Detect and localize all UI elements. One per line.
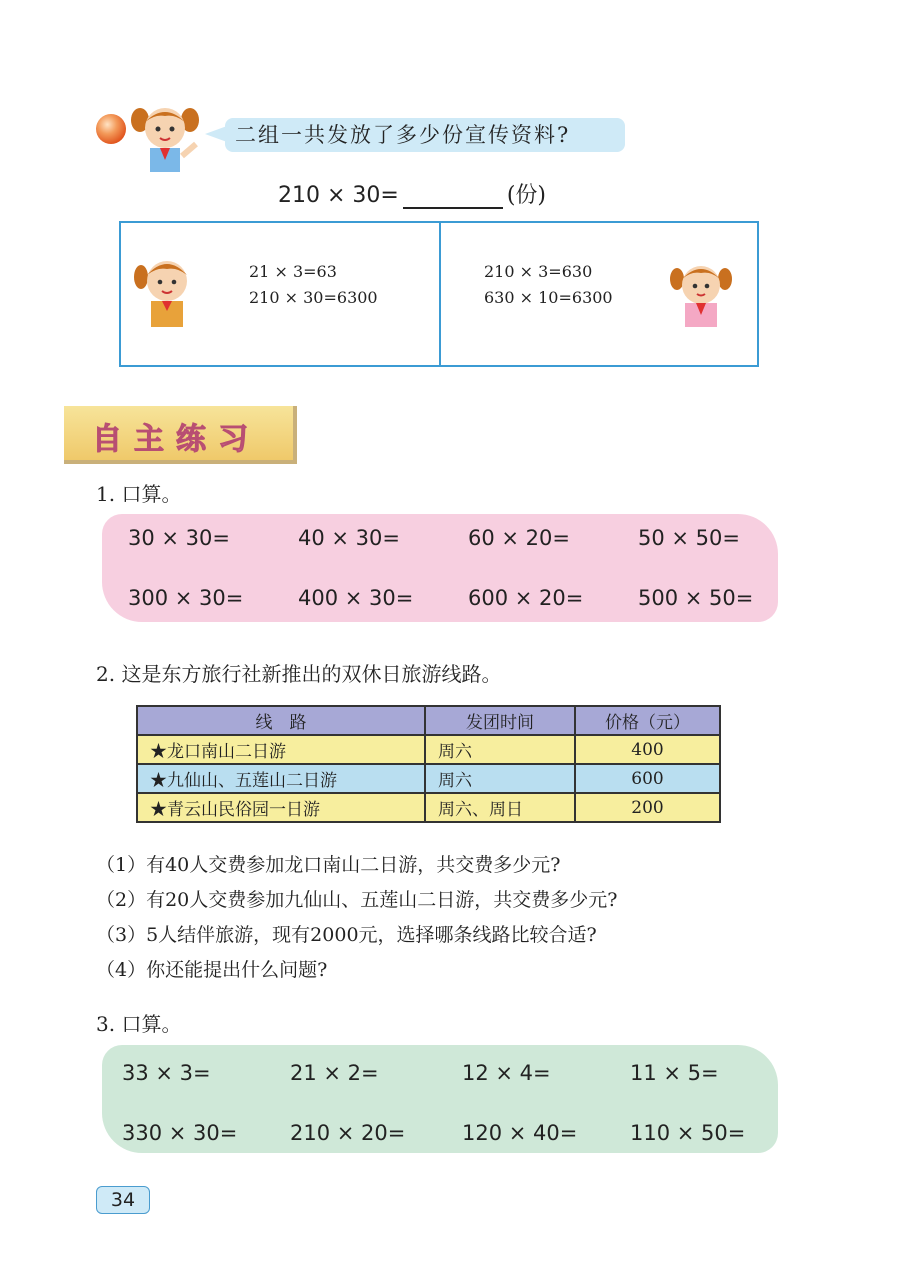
page-number: 34	[96, 1186, 150, 1214]
method-left	[249, 259, 378, 311]
speech-bubble-tail	[205, 126, 227, 142]
route-price: 600	[575, 764, 720, 793]
q1-item: 30 × 30=	[128, 526, 230, 550]
q1-item: 40 × 30=	[298, 526, 400, 550]
q1-exercise-box	[102, 514, 778, 622]
route-time: 周六	[425, 735, 575, 764]
q3-item: 330 × 30=	[122, 1121, 238, 1145]
subquestion-2: （2）有20人交费参加九仙山、五莲山二日游，共交费多少元?	[96, 889, 618, 911]
q3-item: 120 × 40=	[462, 1121, 578, 1145]
route-price: 200	[575, 793, 720, 822]
route-time: 周六	[425, 764, 575, 793]
method-right	[484, 259, 613, 311]
q3-item: 33 × 3=	[122, 1061, 211, 1085]
methods-divider	[439, 223, 441, 365]
equation-unit: (份)	[506, 183, 547, 208]
method-right-line-2: 630 × 10=6300	[484, 288, 613, 307]
table-row	[137, 793, 720, 822]
q3-title: 3. 口算。	[96, 1012, 182, 1036]
q1-item: 50 × 50=	[638, 526, 740, 550]
subquestion-1: （1）有40人交费参加龙口南山二日游，共交费多少元?	[96, 854, 561, 876]
methods-box	[119, 221, 759, 367]
subquestion-4: （4）你还能提出什么问题?	[96, 959, 328, 981]
q2-title: 2. 这是东方旅行社新推出的双休日旅游线路。	[96, 662, 502, 686]
method-left-line-2: 210 × 30=6300	[249, 288, 378, 307]
subquestion-3: （3）5人结伴旅游，现有2000元，选择哪条线路比较合适?	[96, 924, 597, 946]
answer-blank[interactable]	[403, 187, 503, 209]
q1-item: 60 × 20=	[468, 526, 570, 550]
speech-bubble: 二组一共发放了多少份宣传资料?	[225, 118, 625, 152]
q1-item: 600 × 20=	[468, 586, 584, 610]
equation-text: 210 × 30=	[278, 183, 399, 208]
section-title: 自主练习	[92, 422, 260, 457]
q3-item: 210 × 20=	[290, 1121, 406, 1145]
route-name: ★龙口南山二日游	[137, 735, 425, 764]
q3-item: 110 × 50=	[630, 1121, 746, 1145]
q3-item: 12 × 4=	[462, 1061, 551, 1085]
header-price: 价格（元）	[575, 706, 720, 735]
route-name: ★青云山民俗园一日游	[137, 793, 425, 822]
route-time: 周六、周日	[425, 793, 575, 822]
q1-title: 1. 口算。	[96, 482, 182, 506]
route-price: 400	[575, 735, 720, 764]
route-name: ★九仙山、五莲山二日游	[137, 764, 425, 793]
table-row	[137, 764, 720, 793]
route-table	[136, 705, 721, 823]
section-banner	[64, 406, 297, 464]
table-header-row	[137, 706, 720, 735]
q1-item: 500 × 50=	[638, 586, 754, 610]
q3-exercise-box	[102, 1045, 778, 1153]
header-time: 发团时间	[425, 706, 575, 735]
q1-item: 400 × 30=	[298, 586, 414, 610]
orange-ball-icon	[96, 114, 126, 144]
q2-subquestions	[96, 848, 617, 988]
q3-item: 11 × 5=	[630, 1061, 719, 1085]
method-right-line-1: 210 × 3=630	[484, 262, 593, 281]
header-route: 线 路	[137, 706, 425, 735]
girl-left-icon	[133, 253, 199, 329]
q3-item: 21 × 2=	[290, 1061, 379, 1085]
q1-item: 300 × 30=	[128, 586, 244, 610]
method-left-line-1: 21 × 3=63	[249, 262, 337, 281]
girl-right-icon	[669, 259, 733, 329]
table-row	[137, 735, 720, 764]
equation-line	[278, 178, 546, 209]
girl-pigtails-icon	[130, 100, 202, 174]
